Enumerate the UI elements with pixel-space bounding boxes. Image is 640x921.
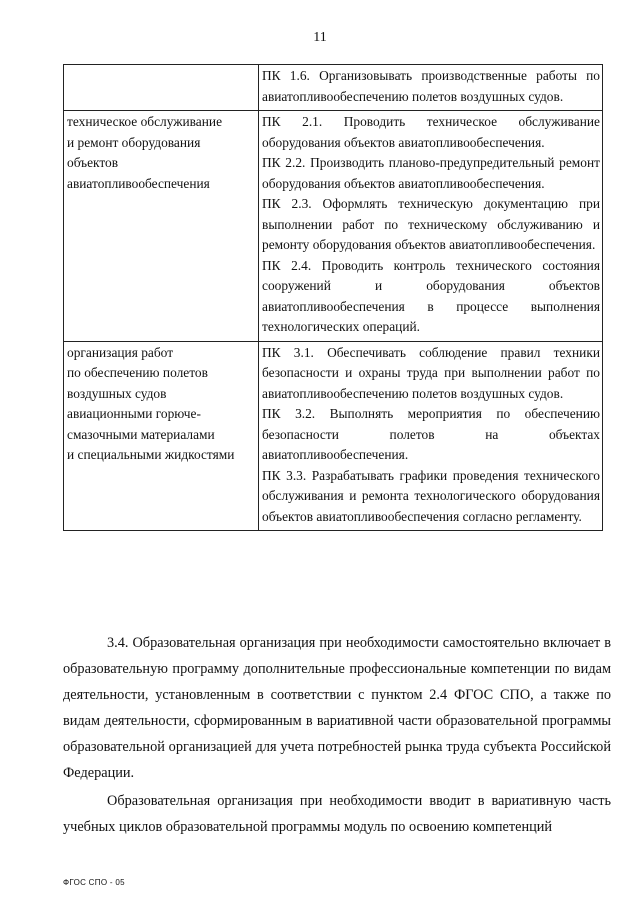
competency-item: ПК 1.6. Организовывать производственные работы по авиатопливообеспечению полетов воздушных судов. — [262, 68, 600, 104]
activity-line: по обеспечению полетов — [67, 365, 208, 380]
activity-cell — [64, 341, 259, 531]
footer-label: ФГОС СПО - 05 — [63, 878, 125, 887]
competencies-cell — [259, 65, 603, 111]
competencies-cell — [259, 341, 603, 531]
activity-line: и специальными жидкостями — [67, 447, 235, 462]
activity-line: авиатопливообеспечения — [67, 175, 210, 191]
activity-cell — [64, 65, 259, 111]
competencies-table — [63, 64, 603, 531]
activity-line: организация работ — [67, 344, 174, 360]
competency-item: ПК 3.3. Разрабатывать графики проведения технического обслуживания и ремонта технологического оборудования объектов авиатопливообеспечения согласно регламенту. — [262, 467, 600, 524]
competency-item: ПК 3.1. Обеспечивать соблюдение правил техники безопасности и охраны труда при выполнении работ по авиатопливообеспечению полетов воздушных судов. — [262, 344, 600, 401]
competency-item: ПК 2.1. Проводить техническое обслуживание оборудования объектов авиатопливообеспечения. — [262, 114, 600, 150]
competencies-cell — [259, 111, 603, 342]
activity-cell — [64, 111, 259, 342]
activity-line: и ремонт оборудования — [67, 134, 201, 150]
activity-line: воздушных судов — [67, 385, 167, 401]
paragraph: 3.4. Образовательная организация при необходимости самостоятельно включает в образовательную программу дополнительные профессиональные компетенции по видам деятельности, установленным в соответствии с пунктом 2.4 ФГОС СПО, а также по видам деятельности, сформированным в вариативной части образовательной программы образовательной организацией для учета потребностей рынка труда субъекта Российской Федерации. — [63, 635, 611, 781]
competency-item: ПК 2.2. Производить планово-предупредительный ремонт оборудования объектов авиатопливообеспечения. — [262, 155, 600, 191]
competency-item: ПК 2.4. Проводить контроль технического состояния сооружений и оборудования объектов авиатопливообеспечения в процессе выполнения технологических операций. — [262, 257, 600, 334]
activity-line: объектов — [67, 155, 119, 170]
table-row — [64, 341, 603, 531]
table-row — [64, 111, 603, 342]
page-number: 11 — [313, 30, 327, 45]
activity-line: смазочными материалами — [67, 426, 215, 442]
activity-line: авиационными горюче- — [67, 406, 201, 421]
table-row — [64, 65, 603, 111]
activity-line: техническое обслуживание — [67, 114, 223, 129]
paragraph: Образовательная организация при необходимости вводит в вариативную часть учебных циклов образовательной программы модуль по освоению компетенций — [63, 793, 611, 835]
competency-item: ПК 2.3. Оформлять техническую документацию при выполнении работ по техническому обслуживанию и ремонту оборудования объектов авиатопливообеспечения. — [262, 196, 600, 252]
competency-item: ПК 3.2. Выполнять мероприятия по обеспечению безопасности полетов на объектах авиатопливообеспечения. — [262, 406, 600, 462]
